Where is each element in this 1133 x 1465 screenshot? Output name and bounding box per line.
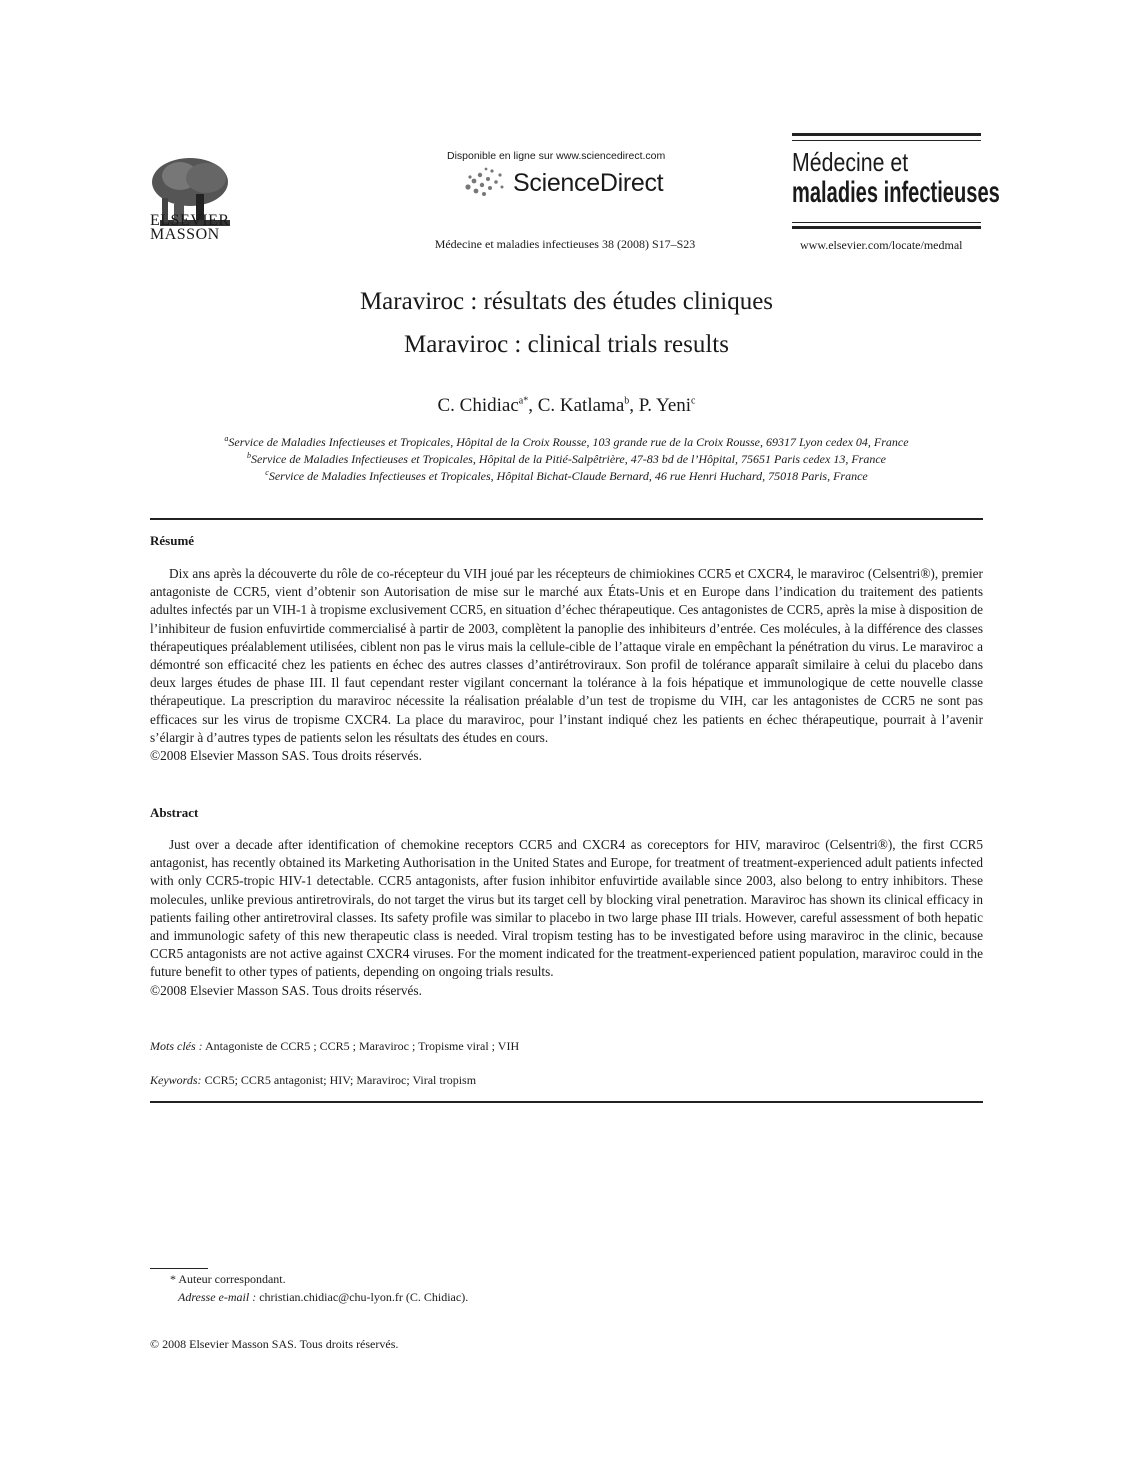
resume-text: Dix ans après la découverte du rôle de co-récepteur du VIH joué par les récepteurs de chimiokines CCR5 et CXCR4, le maraviroc (Celsentri®), premier antagoniste de CCR5, vient d’obtenir son Autorisation de mise sur le marché aux États-Unis et en Europe dans l’indication du traitement des patients adultes infectés par un VIH-1 à tropisme exclusivement CCR5, en situation d’échec thérapeutique. Ces antagonistes de CCR5, après la mise à disposition de l’inhibiteur de fusion enfuvirtide commercialisé à partir de 2003, complètent la panoplie des inhibiteurs d’entrée. Ces molécules, à la différence des classes thérapeutiques préalablement utilisées, ciblent non pas le virus mais la cellule-cible de l’attaque virale en empêchant la pénétration du virus. Le maraviroc a démontré son efficacité chez les patients en échec des autres classes d’antirétroviraux. Son profil de tolérance apparaît similaire à celui du placebo dans deux larges études de phase III. Il faut cependant rester vigilant concernant la tolérance à la fois hépatique et immunologique de cette nouvelle classe thérapeutique. La prescription du maraviroc nécessite la réalisation préalable d’un test de tropisme du VIH, car les antagonistes de CCR5 ne sont pas efficaces sur les virus de tropisme CXCR4. La place du maraviroc, pour l’instant indiqué chez les patients en échec thérapeutique, pourrait à l’avenir s’élargir à d’autres types de patients selon les résultats des études en cours. [150,566,983,745]
footnote-email [178,1290,468,1305]
author-name: C. Chidiac [437,395,519,416]
keywords-fr-label: Mots clés : [150,1039,203,1053]
email-label: Adresse e-mail : [178,1290,257,1304]
abstract-heading: Abstract [150,805,199,820]
sciencedirect-online-text: Disponible en ligne sur www.sciencedirect.com [447,150,666,162]
journal-rule [792,140,981,141]
journal-rule [792,133,981,136]
author-name: P. Yeni [638,395,692,416]
journal-reference: Médecine et maladies infectieuses 38 (2008) S17–S23 [434,237,696,251]
keywords-fr [150,1039,519,1054]
abstract-body [150,836,983,1000]
affiliation [150,434,983,450]
keywords-en-text: CCR5; CCR5 antagonist; HIV; Maraviroc; Viral tropism [204,1073,477,1087]
resume-body [150,565,983,765]
affiliation-text: Service de Maladies Infectieuses et Tropicales, Hôpital Bichat-Claude Bernard, 46 rue Henri Huchard, 75018 Paris, France [268,469,868,483]
resume-copyright: ©2008 Elsevier Masson SAS. Tous droits réservés. [150,748,422,764]
keywords-en [150,1073,476,1088]
author-sup: b [624,395,630,407]
email-link[interactable]: christian.chidiac@chu-lyon.fr (C. Chidiac). [259,1290,469,1304]
footnote-rule [150,1268,208,1269]
journal-rule [792,222,981,223]
affiliation-sup: b [247,451,252,460]
footnote-corresponding: * Auteur correspondant. [170,1272,286,1286]
abstract-copyright: ©2008 Elsevier Masson SAS. Tous droits réservés. [150,982,422,998]
affiliation-text: Service de Maladies Infectieuses et Tropicales, Hôpital de la Pitié-Salpêtrière, 47-83 bd de l’Hôpital, 75651 Paris cedex 13, France [251,452,886,466]
section-rule [150,518,983,520]
sciencedirect-logo: ScienceDirect [513,169,664,197]
affiliation-sup: a [224,434,229,443]
abstract-text: Just over a decade after identification of chemokine receptors CCR5 and CXCR4 as coreceptors for HIV, maraviroc (Celsentri®), the first CCR5 antagonist, has recently obtained its Marketing Authorisation in the United States and Europe, for treatment of treatment-experienced adult patients infected with only CCR5-tropic HIV-1 detectable. CCR5 antagonists, after fusion inhibitor enfuvirtide available since 2003, also belong to entry inhibitors. These molecules, unlike previous antiretrovirals, do not target the virus but its target cell by blocking viral penetration. Maraviroc has shown its clinical efficacy in patients failing other antiretroviral classes. Its safety profile was similar to placebo in two large phase III trials. However, careful assessment of both hepatic and immunologic safety of this new therapeutic class is needed. Viral tropism testing has to be investigated before using maraviroc in the clinic, because CCR5 antagonists are not active against CXCR4 viruses. For the moment indicated for the treatment-experienced patient population, maraviroc could in the future benefit to other types of patients, depending on ongoing trials results. [150,837,983,980]
article-title-fr: Maraviroc : résultats des études cliniques [359,288,774,315]
section-rule [150,1101,983,1103]
article-title-en: Maraviroc : clinical trials results [404,331,729,358]
journal-name-line1: Médecine et [792,147,909,177]
author-sup: c [691,395,696,407]
affiliation [150,451,983,467]
affiliation-sup: c [265,468,269,477]
keywords-fr-text: Antagoniste de CCR5 ; CCR5 ; Maraviroc ; Tropisme viral ; VIH [205,1039,520,1053]
affiliation [150,468,983,484]
resume-heading: Résumé [150,533,195,548]
author-name: C. Katlama [537,395,625,416]
journal-rule [792,226,981,229]
affiliation-text: Service de Maladies Infectieuses et Tropicales, Hôpital de la Croix Rousse, 103 grande rue de la Croix Rousse, 69317 Lyon cedex 04, France [228,435,909,449]
author-sup: a* [518,395,529,407]
footer-copyright: © 2008 Elsevier Masson SAS. Tous droits réservés. [150,1337,399,1351]
journal-url[interactable]: www.elsevier.com/locate/medmal [800,238,963,252]
sciencedirect-dots-icon [462,165,508,197]
keywords-en-label: Keywords: [150,1073,202,1087]
publisher-logo-text: ELSEVIER MASSON [150,212,230,243]
journal-name-line2: maladies infectieuses [792,176,1000,209]
author-list: C. Chidiac$^{a*}$, C. Katlama$^b$, P. Yeni$^c$ [437,395,696,416]
